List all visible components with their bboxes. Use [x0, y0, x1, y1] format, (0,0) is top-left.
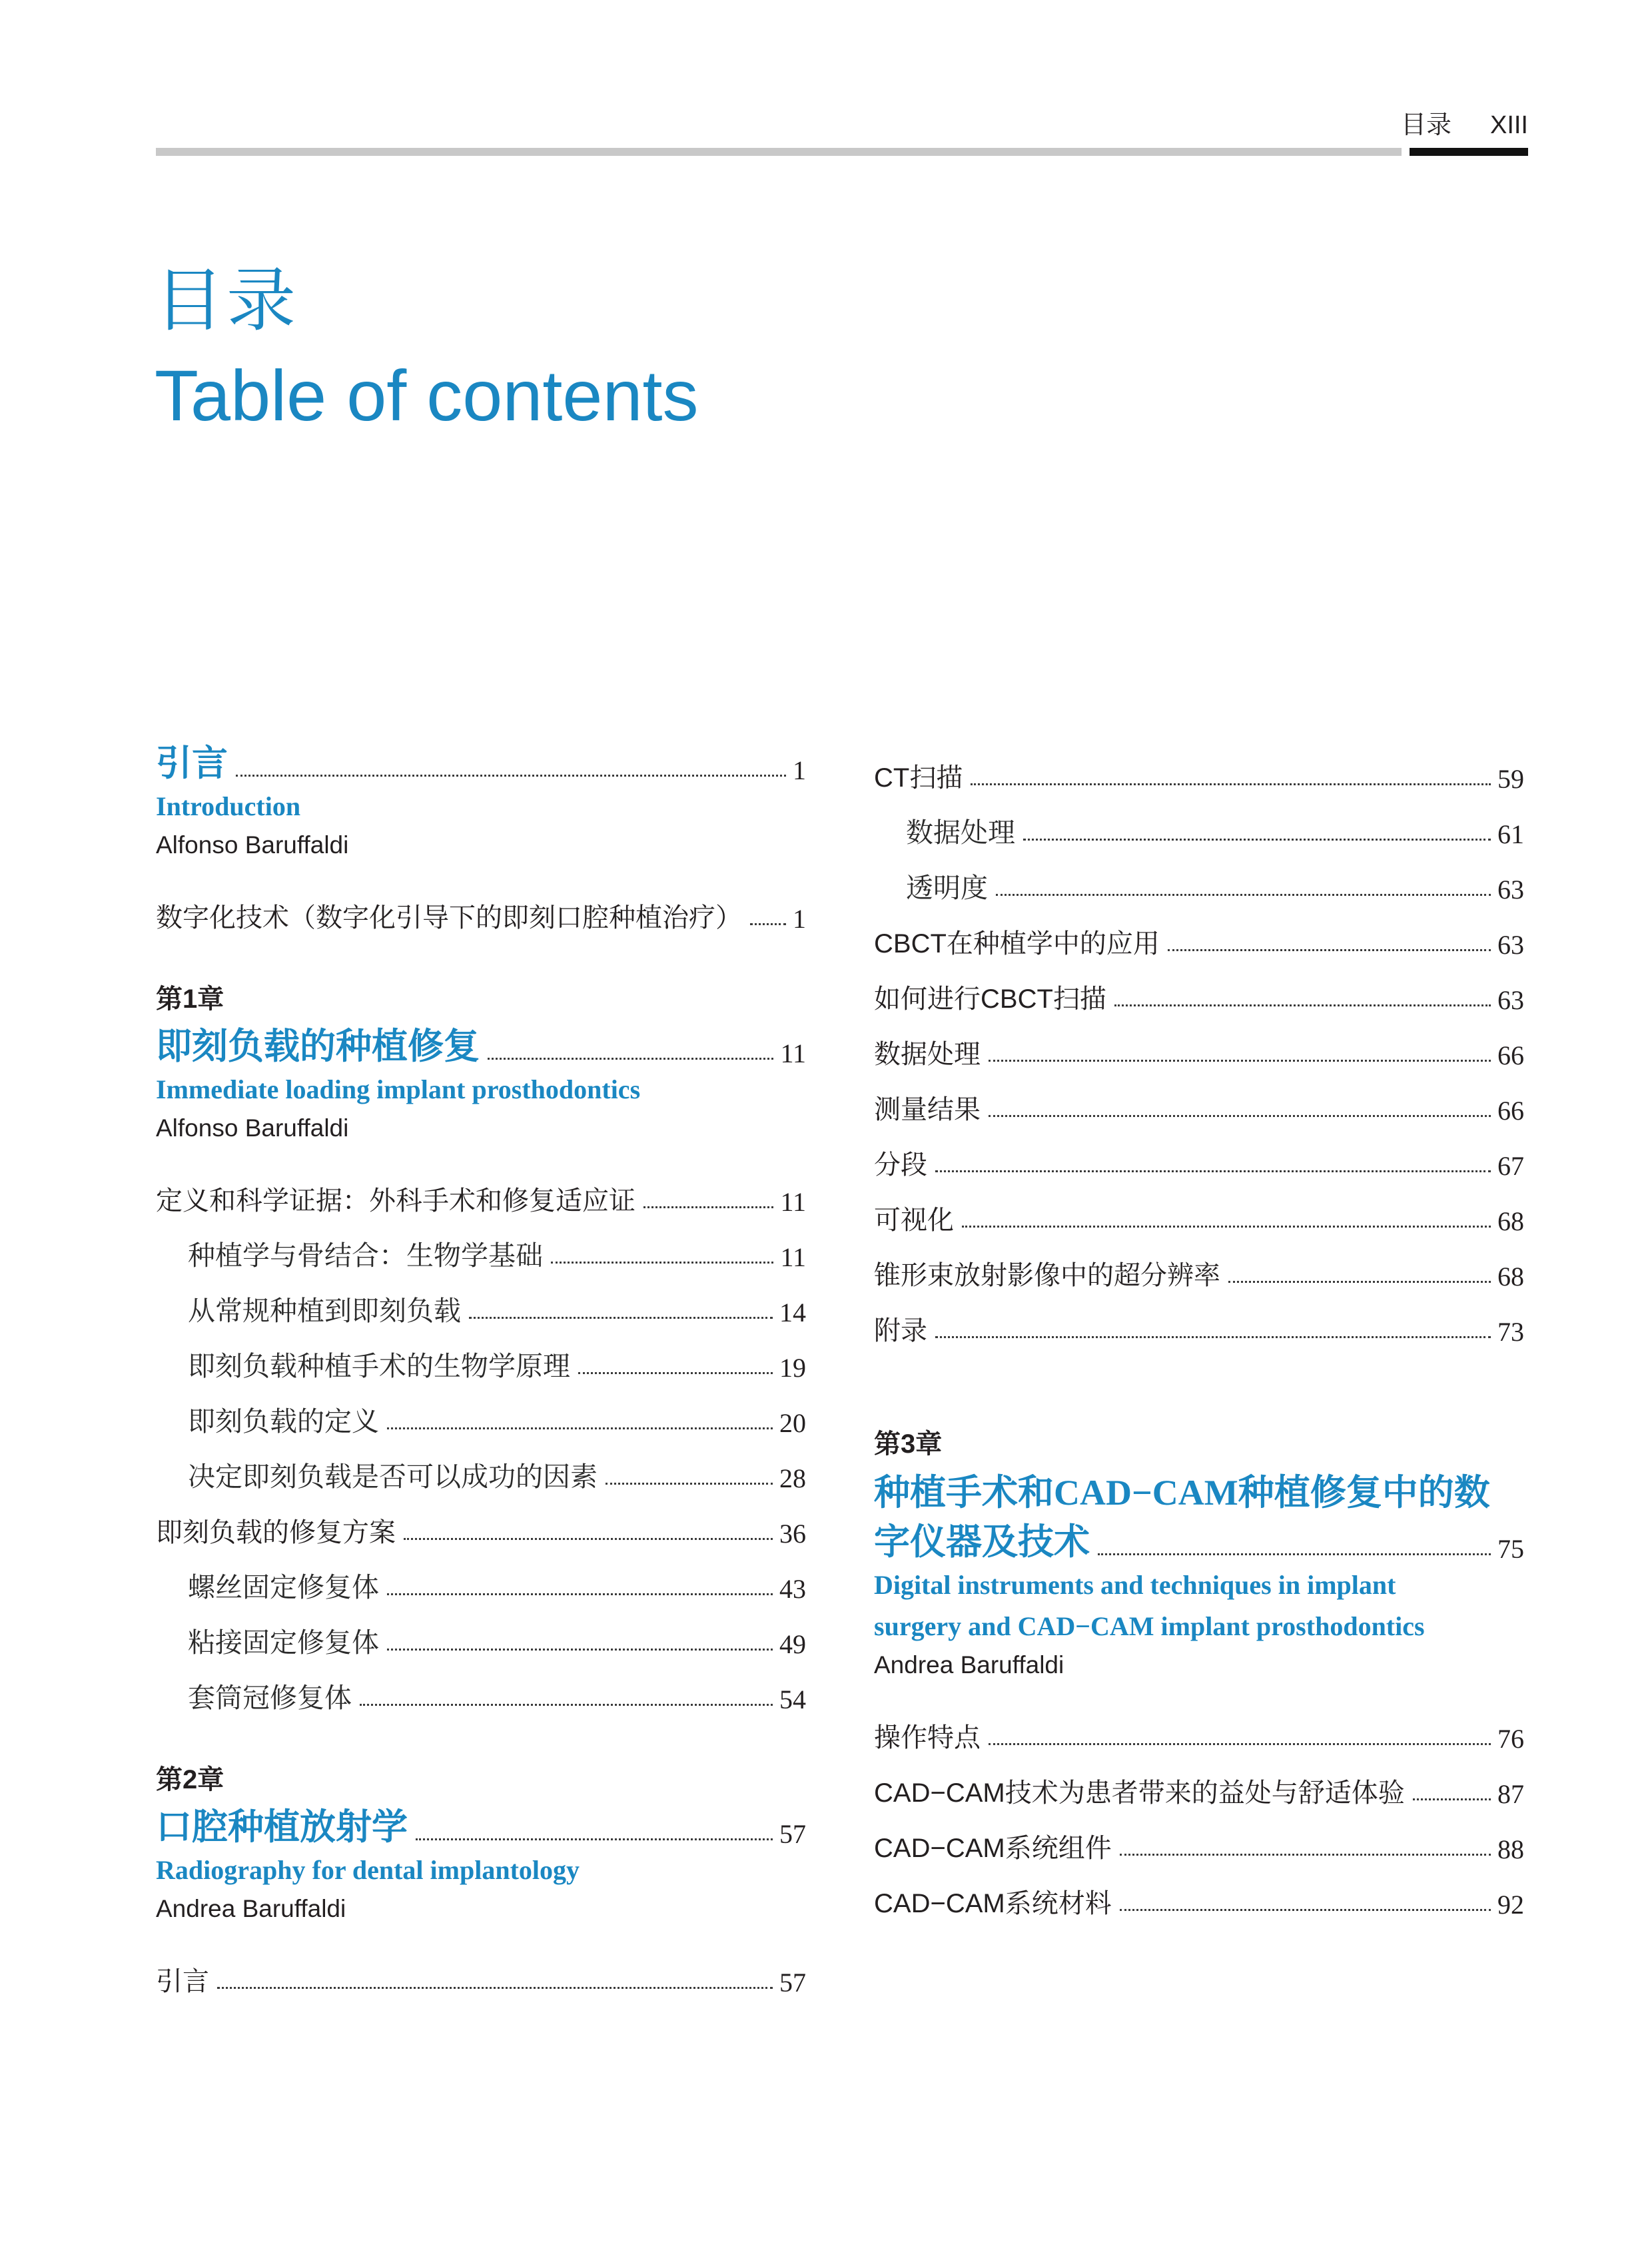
header-rule-black — [1410, 148, 1528, 156]
page-number: 68 — [1497, 1262, 1524, 1292]
entry-title: 可视化 — [874, 1206, 954, 1235]
dot-leader — [996, 894, 1491, 896]
chapter3-title-cn-line1: 种植手术和CAD−CAM种植修复中的数 — [874, 1473, 1490, 1513]
toc-entry[interactable] — [874, 960, 1524, 1016]
dot-leader — [488, 1058, 773, 1060]
page-number: 59 — [1497, 764, 1524, 794]
dot-leader — [935, 1170, 1491, 1172]
page-number: 87 — [1497, 1779, 1524, 1809]
chapter1-label: 第1章 — [156, 984, 224, 1014]
dot-leader — [404, 1538, 773, 1540]
page-number: 75 — [1497, 1534, 1524, 1564]
entry-title: 如何进行CBCT扫描 — [874, 984, 1106, 1014]
entry-title: 引言 — [156, 1967, 209, 1996]
chapter2-label: 第2章 — [156, 1765, 224, 1794]
page-number: 63 — [1497, 985, 1524, 1015]
toc-entry[interactable] — [874, 1237, 1524, 1292]
toc-subentry[interactable] — [156, 1605, 806, 1660]
dot-leader — [217, 1987, 773, 1989]
toc-right-column — [874, 739, 1524, 1920]
dot-leader — [643, 1206, 773, 1208]
entry-title: 即刻负载的定义 — [188, 1406, 379, 1437]
toc-subentry[interactable] — [156, 1273, 806, 1328]
toc-subentry[interactable] — [156, 1218, 806, 1273]
toc-entry-chapter1[interactable] — [156, 1022, 806, 1069]
entry-title: 分段 — [874, 1150, 927, 1180]
page-number: 61 — [1497, 819, 1524, 849]
dot-leader — [1168, 949, 1491, 951]
page-number: 76 — [1497, 1724, 1524, 1754]
dot-leader — [416, 1838, 773, 1840]
dot-leader — [387, 1593, 773, 1595]
dot-leader — [578, 1372, 773, 1374]
entry-title: 锥形束放射影像中的超分辨率 — [874, 1261, 1220, 1290]
entry-title: 测量结果 — [874, 1095, 981, 1124]
toc-subentry[interactable] — [874, 795, 1524, 850]
page-number: 14 — [779, 1298, 806, 1327]
dot-leader — [469, 1317, 773, 1319]
entry-title: CAD−CAM系统材料 — [874, 1889, 1112, 1918]
running-header — [1401, 104, 1528, 141]
entry-title: 螺丝固定修复体 — [188, 1572, 379, 1603]
entry-title: CAD−CAM技术为患者带来的益处与舒适体验 — [874, 1778, 1405, 1808]
chapter1-title-en: Immediate loading implant prosthodontics — [156, 1074, 641, 1104]
toc-left-column — [156, 739, 806, 1998]
page-number: 43 — [779, 1574, 806, 1604]
entry-title: 种植学与骨结合：生物学基础 — [188, 1240, 543, 1271]
toc-entry[interactable] — [874, 1016, 1524, 1071]
chapter2-author: Andrea Baruffaldi — [156, 1895, 346, 1922]
chapter1-author: Alfonso Baruffaldi — [156, 1114, 349, 1142]
dot-leader — [1120, 1854, 1491, 1856]
chapter3-title-en-line1: Digital instruments and techniques in implant — [874, 1570, 1396, 1600]
dot-leader — [236, 775, 786, 777]
page-number: 11 — [780, 1242, 806, 1272]
chapter1-title-cn: 即刻负载的种植修复 — [156, 1026, 480, 1066]
toc-subentry[interactable] — [874, 850, 1524, 905]
page-number: 73 — [1497, 1317, 1524, 1347]
intro-author: Alfonso Baruffaldi — [156, 831, 349, 859]
page-title-chinese: 目录 — [155, 262, 299, 340]
toc-entry[interactable] — [156, 1162, 806, 1218]
page-number: 66 — [1497, 1096, 1524, 1126]
entry-title: 附录 — [874, 1316, 927, 1345]
toc-entry-chapter3[interactable] — [874, 1518, 1524, 1565]
page-number: 54 — [779, 1684, 806, 1714]
page-number: 63 — [1497, 875, 1524, 905]
toc-entry[interactable] — [156, 1494, 806, 1549]
page-number: 1 — [793, 904, 806, 934]
intro-title-cn: 引言 — [156, 743, 228, 783]
dot-leader — [1098, 1553, 1491, 1555]
dot-leader — [1228, 1281, 1491, 1283]
dot-leader — [387, 1649, 773, 1651]
page-title-english: Table of contents — [155, 355, 699, 436]
toc-entry[interactable] — [156, 879, 806, 934]
chapter2-title-cn: 口腔种植放射学 — [156, 1807, 408, 1847]
dot-leader — [1114, 1004, 1491, 1006]
entry-title: 从常规种植到即刻负载 — [188, 1296, 461, 1326]
page-number: 88 — [1497, 1834, 1524, 1864]
page-number: 28 — [779, 1463, 806, 1493]
toc-entry[interactable] — [874, 1126, 1524, 1182]
chapter3-author: Andrea Baruffaldi — [874, 1651, 1064, 1679]
toc-subentry[interactable] — [156, 1328, 806, 1383]
page-number: 68 — [1497, 1206, 1524, 1236]
dot-leader — [551, 1262, 773, 1264]
dot-leader — [1023, 839, 1491, 841]
toc-entry[interactable] — [874, 1865, 1524, 1920]
page-number: 1 — [793, 755, 806, 785]
page-number: 92 — [1497, 1890, 1524, 1920]
entry-title: CBCT在种植学中的应用 — [874, 929, 1160, 958]
entry-title: CT扫描 — [874, 763, 963, 793]
page-number: 57 — [779, 1819, 806, 1849]
page-number: 19 — [779, 1353, 806, 1383]
toc-entry[interactable] — [874, 1292, 1524, 1347]
page-number: 36 — [779, 1519, 806, 1549]
entry-title: 即刻负载的修复方案 — [156, 1518, 396, 1547]
toc-subentry[interactable] — [156, 1549, 806, 1605]
dot-leader — [606, 1483, 773, 1485]
intro-title-en: Introduction — [156, 791, 301, 821]
entry-title: 数据处理 — [874, 1040, 981, 1069]
entry-title: 粘接固定修复体 — [188, 1627, 379, 1658]
toc-entry[interactable] — [874, 1071, 1524, 1126]
toc-entry-introduction[interactable] — [156, 739, 806, 786]
dot-leader — [360, 1704, 773, 1706]
dot-leader — [989, 1743, 1491, 1745]
dot-leader — [1413, 1798, 1491, 1800]
toc-entry[interactable] — [874, 1699, 1524, 1754]
page-number: 67 — [1497, 1151, 1524, 1181]
dot-leader — [971, 783, 1491, 785]
dot-leader — [989, 1060, 1491, 1062]
dot-leader — [962, 1226, 1491, 1228]
entry-title: 透明度 — [906, 873, 988, 903]
entry-title: CAD−CAM系统组件 — [874, 1834, 1112, 1863]
toc-subentry[interactable] — [156, 1383, 806, 1439]
toc-subentry[interactable] — [156, 1439, 806, 1494]
toc-entry[interactable] — [874, 1810, 1524, 1865]
entry-title: 操作特点 — [874, 1723, 981, 1752]
dot-leader — [387, 1427, 773, 1429]
dot-leader — [750, 923, 786, 925]
page-number: 49 — [779, 1629, 806, 1659]
toc-entry[interactable] — [874, 905, 1524, 960]
page-number: 63 — [1497, 930, 1524, 960]
page-number: 66 — [1497, 1040, 1524, 1070]
toc-entry[interactable] — [874, 739, 1524, 795]
entry-title: 即刻负载种植手术的生物学原理 — [188, 1351, 570, 1381]
entry-title: 决定即刻负载是否可以成功的因素 — [188, 1461, 598, 1492]
page-number: 11 — [780, 1187, 806, 1217]
chapter3-label: 第3章 — [874, 1429, 943, 1459]
entry-title: 数字化技术（数字化引导下的即刻口腔种植治疗） — [156, 903, 742, 933]
entry-title: 定义和科学证据：外科手术和修复适应证 — [156, 1186, 635, 1216]
chapter3-title-en-line2: surgery and CAD−CAM implant prosthodontics — [874, 1611, 1425, 1641]
chapter2-title-en: Radiography for dental implantology — [156, 1855, 580, 1885]
toc-entry[interactable] — [156, 1943, 806, 1998]
dot-leader — [935, 1336, 1491, 1338]
toc-entry[interactable] — [874, 1182, 1524, 1237]
entry-title: 数据处理 — [906, 817, 1015, 848]
toc-entry-chapter2[interactable] — [156, 1803, 806, 1850]
toc-subentry[interactable] — [156, 1660, 806, 1715]
running-header-section: 目录 — [1400, 111, 1451, 139]
running-header-page-number: XIII — [1489, 111, 1528, 139]
page-number: 20 — [779, 1408, 806, 1438]
chapter3-title-cn-line2: 字仪器及技术 — [874, 1522, 1090, 1562]
dot-leader — [1120, 1909, 1491, 1911]
header-rule-grey — [156, 148, 1402, 156]
entry-title: 套筒冠修复体 — [188, 1682, 352, 1713]
dot-leader — [989, 1115, 1491, 1117]
page-number: 57 — [779, 1968, 806, 1998]
page-number: 11 — [780, 1038, 806, 1068]
toc-entry[interactable] — [874, 1754, 1524, 1810]
